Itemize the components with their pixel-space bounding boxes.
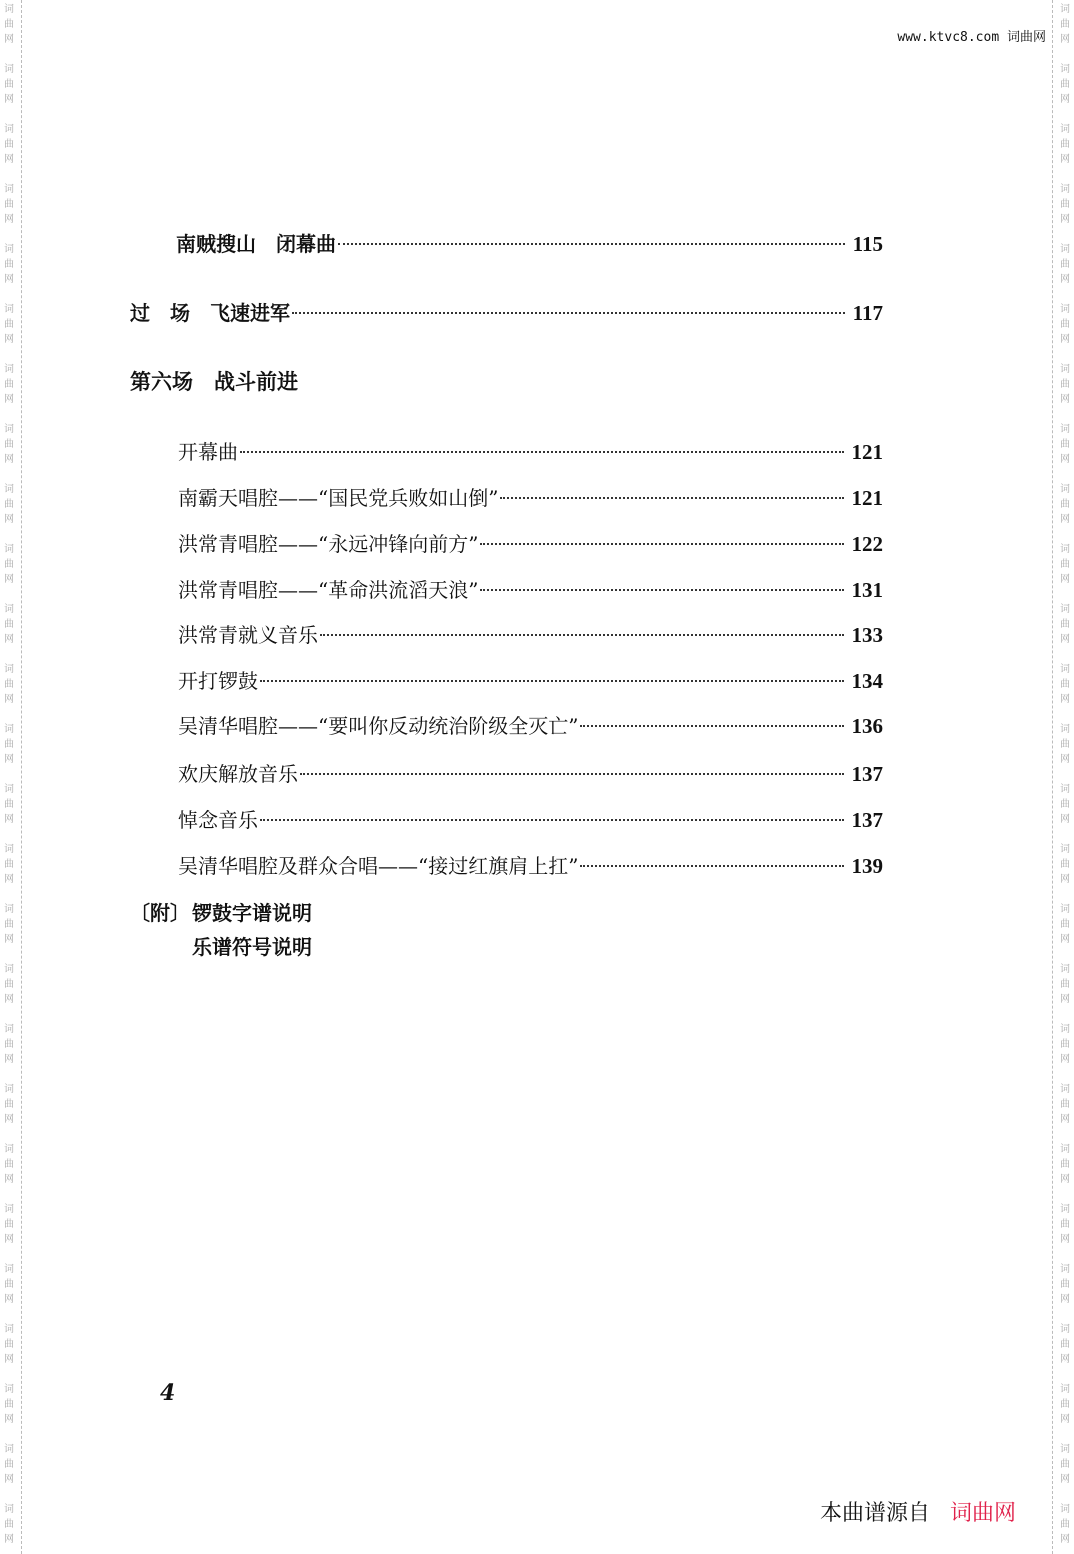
side-watermark: 词 曲 网 xyxy=(1060,1024,1070,1065)
entry-page: 122 xyxy=(851,532,883,556)
toc-entry xyxy=(178,574,883,603)
appendix-item: 锣鼓字谱说明 xyxy=(192,901,312,925)
left-margin-line xyxy=(21,0,22,1554)
side-watermark: 词 曲 网 xyxy=(4,724,14,765)
side-watermark: 词 曲 网 xyxy=(1060,124,1070,165)
side-watermark: 词 曲 网 xyxy=(1060,964,1070,1005)
side-watermark: 词 曲 网 xyxy=(1060,184,1070,225)
dot-leader xyxy=(240,451,844,453)
toc-entry xyxy=(178,482,883,511)
side-watermark: 词 曲 网 xyxy=(1060,484,1070,525)
toc-entry xyxy=(178,710,883,739)
side-watermark: 词 曲 网 xyxy=(1060,904,1070,945)
side-watermark: 词 曲 网 xyxy=(4,1144,14,1185)
toc-entry xyxy=(178,436,883,465)
side-watermark: 词 曲 网 xyxy=(4,184,14,225)
entry-page: 136 xyxy=(851,714,883,738)
side-watermark: 词 曲 网 xyxy=(4,64,14,105)
side-watermark: 词 曲 网 xyxy=(4,1024,14,1065)
side-watermark: 词 曲 网 xyxy=(4,1264,14,1305)
dot-leader xyxy=(580,865,843,867)
side-watermark: 词 曲 网 xyxy=(1060,784,1070,825)
appendix-item: 乐谱符号说明 xyxy=(192,935,312,959)
dot-leader xyxy=(300,773,844,775)
toc-entry xyxy=(178,665,883,694)
entry-title: 吴清华唱腔——“要叫你反动统治阶级全灭亡” xyxy=(178,714,579,738)
site-url: www.ktvc8.com xyxy=(897,30,1000,45)
side-watermark: 词 曲 网 xyxy=(1060,1144,1070,1185)
entry-page: 121 xyxy=(851,486,883,510)
page-number: 4 xyxy=(160,1380,176,1406)
appendix-label: 〔附〕 xyxy=(130,901,190,925)
toc-entry xyxy=(178,850,883,879)
side-watermark: 词 曲 网 xyxy=(1060,724,1070,765)
dot-leader xyxy=(320,634,844,636)
entry-page: 137 xyxy=(851,808,883,832)
footer-source xyxy=(820,1496,1016,1527)
header-site xyxy=(897,26,1046,45)
side-watermark: 词 曲 网 xyxy=(4,544,14,585)
entry-title: 南贼搜山 闭幕曲 xyxy=(176,232,336,256)
side-watermark: 词 曲 网 xyxy=(1060,4,1070,45)
dot-leader xyxy=(260,680,844,682)
dot-leader xyxy=(480,589,843,591)
entry-title: 洪常青就义音乐 xyxy=(178,623,318,647)
dot-leader xyxy=(292,312,845,314)
dot-leader xyxy=(480,543,843,545)
side-watermark: 词 曲 网 xyxy=(4,904,14,945)
entry-title: 过 场 飞速进军 xyxy=(130,301,290,325)
side-watermark: 词 曲 网 xyxy=(1060,664,1070,705)
dot-leader xyxy=(580,725,843,727)
side-watermark: 词 曲 网 xyxy=(4,1324,14,1365)
entry-page: 139 xyxy=(851,854,883,878)
footer-prefix: 本曲谱源自 xyxy=(820,1501,931,1526)
side-watermark: 词 曲 网 xyxy=(1060,1324,1070,1365)
side-watermark: 词 曲 网 xyxy=(4,1204,14,1245)
right-margin-line xyxy=(1052,0,1053,1554)
dot-leader xyxy=(260,819,844,821)
entry-title: 开打锣鼓 xyxy=(178,669,258,693)
entry-page: 121 xyxy=(851,440,883,464)
entry-title: 悼念音乐 xyxy=(178,808,258,832)
side-watermark: 词 曲 网 xyxy=(1060,1384,1070,1425)
toc-entry xyxy=(178,528,883,557)
side-watermark: 词 曲 网 xyxy=(1060,424,1070,465)
site-name: 词曲网 xyxy=(1006,30,1046,45)
side-watermark: 词 曲 网 xyxy=(1060,1264,1070,1305)
toc-entry xyxy=(178,619,883,648)
entry-title: 欢庆解放音乐 xyxy=(178,762,298,786)
side-watermark: 词 曲 网 xyxy=(4,244,14,285)
entry-title: 开幕曲 xyxy=(178,440,238,464)
entry-title: 吴清华唱腔及群众合唱——“接过红旗肩上扛” xyxy=(178,854,579,878)
side-watermark: 词 曲 网 xyxy=(1060,244,1070,285)
toc-entry xyxy=(178,804,883,833)
side-watermark: 词 曲 网 xyxy=(4,1504,14,1545)
side-watermark: 词 曲 网 xyxy=(4,364,14,405)
entry-title: 洪常青唱腔——“永远冲锋向前方” xyxy=(178,532,479,556)
side-watermark: 词 曲 网 xyxy=(4,1384,14,1425)
side-watermark: 词 曲 网 xyxy=(1060,64,1070,105)
side-watermark: 词 曲 网 xyxy=(4,784,14,825)
entry-title: 洪常青唱腔——“革命洪流滔天浪” xyxy=(178,578,479,602)
side-watermark: 词 曲 网 xyxy=(1060,1204,1070,1245)
side-watermark: 词 曲 网 xyxy=(1060,1444,1070,1485)
footer-site[interactable]: 词曲网 xyxy=(950,1501,1017,1526)
side-watermark: 词 曲 网 xyxy=(4,484,14,525)
side-watermark: 词 曲 网 xyxy=(4,424,14,465)
entry-page: 131 xyxy=(851,578,883,602)
dot-leader xyxy=(338,243,845,245)
side-watermark: 词 曲 网 xyxy=(1060,304,1070,345)
entry-page: 133 xyxy=(851,623,883,647)
entry-title: 南霸天唱腔——“国民党兵败如山倒” xyxy=(178,486,499,510)
entry-page: 134 xyxy=(851,669,883,693)
side-watermark: 词 曲 网 xyxy=(4,604,14,645)
entry-page: 117 xyxy=(852,301,883,325)
entry-page: 115 xyxy=(852,232,883,256)
side-watermark: 词 曲 网 xyxy=(1060,544,1070,585)
section-heading: 第六场 战斗前进 xyxy=(130,369,298,394)
side-watermark: 词 曲 网 xyxy=(4,304,14,345)
side-watermark: 词 曲 网 xyxy=(4,124,14,165)
side-watermark: 词 曲 网 xyxy=(1060,604,1070,645)
side-watermark: 词 曲 网 xyxy=(4,844,14,885)
side-watermark: 词 曲 网 xyxy=(1060,1084,1070,1125)
side-watermark: 词 曲 网 xyxy=(4,4,14,45)
side-watermark: 词 曲 网 xyxy=(4,964,14,1005)
toc-entry xyxy=(130,297,883,326)
side-watermark: 词 曲 网 xyxy=(4,1444,14,1485)
entry-page: 137 xyxy=(851,762,883,786)
dot-leader xyxy=(500,497,843,499)
side-watermark: 词 曲 网 xyxy=(1060,844,1070,885)
toc-entry xyxy=(176,228,883,257)
side-watermark: 词 曲 网 xyxy=(4,664,14,705)
side-watermark: 词 曲 网 xyxy=(1060,1504,1070,1545)
side-watermark: 词 曲 网 xyxy=(1060,364,1070,405)
toc-entry xyxy=(178,758,883,787)
side-watermark: 词 曲 网 xyxy=(4,1084,14,1125)
